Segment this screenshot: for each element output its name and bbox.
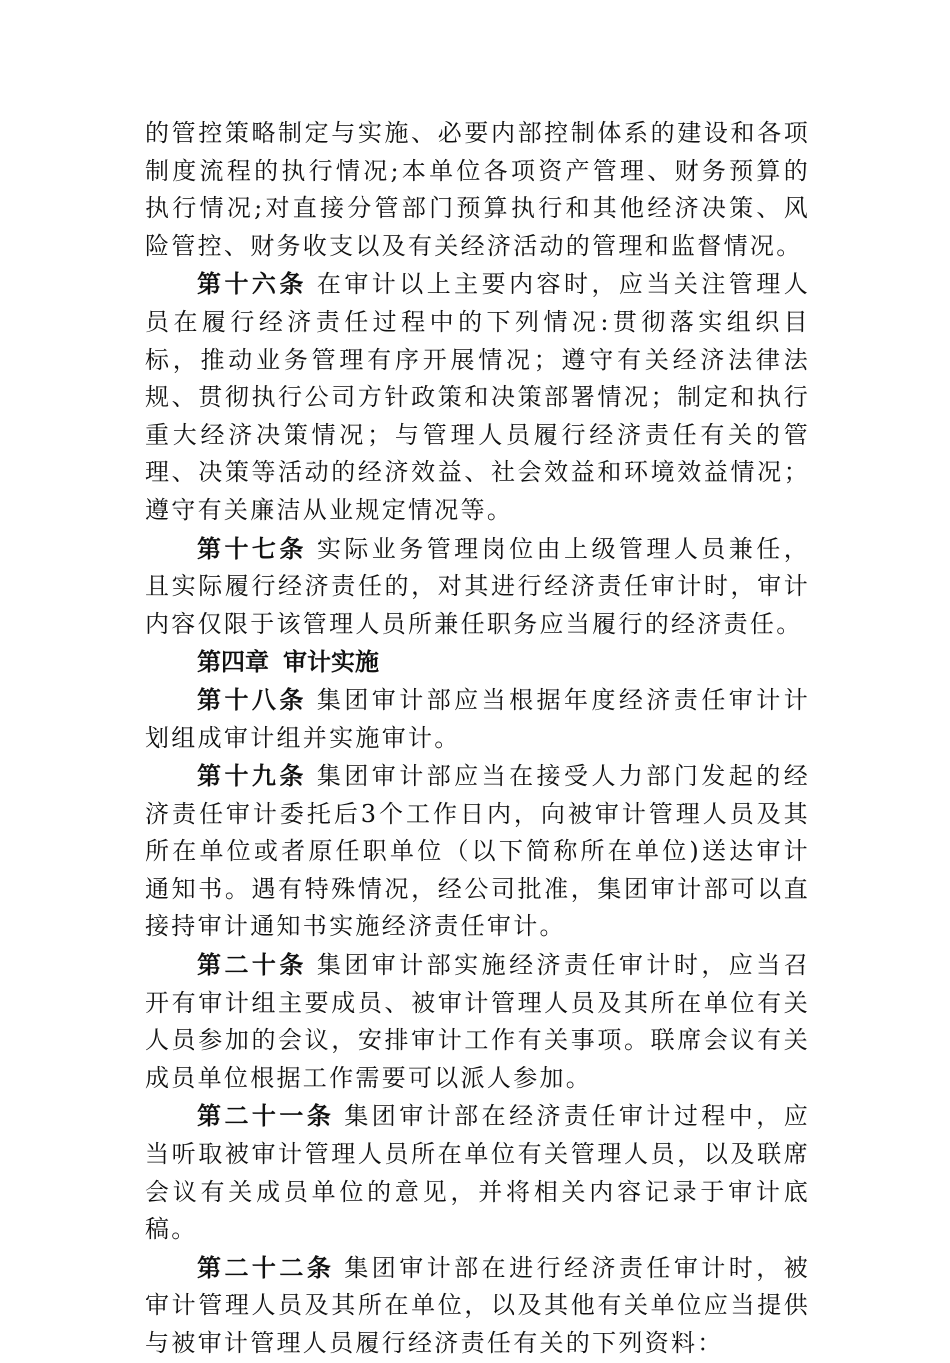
article-text: 集团审计部在进行经济责任审计时，被审计管理人员及其所在单位，以及其他有关单位应当提供与被审计管理人员履行经济责任有关的下列资料： <box>145 1253 810 1357</box>
paragraph-continuation <box>145 115 810 265</box>
article-number: 第二十条 <box>197 950 307 980</box>
article-number: 第十六条 <box>197 269 307 299</box>
article-text: 集团审计部在经济责任审计过程中，应当听取被审计管理人员所在单位有关管理人员，以及联席会议有关成员单位的意见，并将相关内容记录于审计底稿。 <box>145 1102 810 1244</box>
article-21 <box>145 1097 810 1248</box>
article-number: 第二十一条 <box>197 1101 335 1131</box>
article-20 <box>145 946 810 1097</box>
article-16 <box>145 265 810 529</box>
article-19 <box>145 757 810 946</box>
article-text: 集团审计部应当在接受人力部门发起的经济责任审计委托后3个工作日内，向被审计管理人员及其所在单位或者原任职单位（以下简称所在单位)送达审计通知书。遇有特殊情况，经公司批准，集团审计部可以直接持审计通知书实施经济责任审计。 <box>145 762 811 941</box>
article-22 <box>145 1249 810 1363</box>
article-text: 实际业务管理岗位由上级管理人员兼任，且实际履行经济责任的，对其进行经济责任审计时，审计内容仅限于该管理人员所兼任职务应当履行的经济责任。 <box>145 534 811 638</box>
paragraph-text: 的管控策略制定与实施、必要内部控制体系的建设和各项制度流程的执行情况;本单位各项资产管理、财务预算的执行情况;对直接分管部门预算执行和其他经济决策、风险管控、财务收支以及有关经济活动的管理和监督情况。 <box>145 119 810 260</box>
article-number: 第十九条 <box>197 761 307 791</box>
chapter-number: 第四章 <box>197 647 269 677</box>
article-text: 集团审计部实施经济责任审计时，应当召开有审计组主要成员、被审计管理人员及其所在单位有关人员参加的会议，安排审计工作有关事项。联席会议有关成员单位根据工作需要可以派人参加。 <box>145 951 811 1092</box>
chapter-heading <box>145 643 810 681</box>
article-17 <box>145 530 810 644</box>
article-text: 在审计以上主要内容时，应当关注管理人员在履行经济责任过程中的下列情况:贯彻落实组织目标，推动业务管理有序开展情况；遵守有关经济法律法规、贯彻执行公司方针政策和决策部署情况；制定和执行重大经济决策情况；与管理人员履行经济责任有关的管理、决策等活动的经济效益、社会效益和环境效益情况；遵守有关廉洁从业规定情况等。 <box>145 270 811 524</box>
article-text: 集团审计部应当根据年度经济责任审计计划组成审计组并实施审计。 <box>145 685 811 752</box>
article-number: 第二十二条 <box>197 1252 335 1282</box>
article-number: 第十七条 <box>197 533 307 563</box>
article-number: 第十八条 <box>197 684 307 714</box>
document-page <box>145 115 810 1363</box>
article-18 <box>145 681 810 757</box>
chapter-title: 审计实施 <box>283 647 379 677</box>
